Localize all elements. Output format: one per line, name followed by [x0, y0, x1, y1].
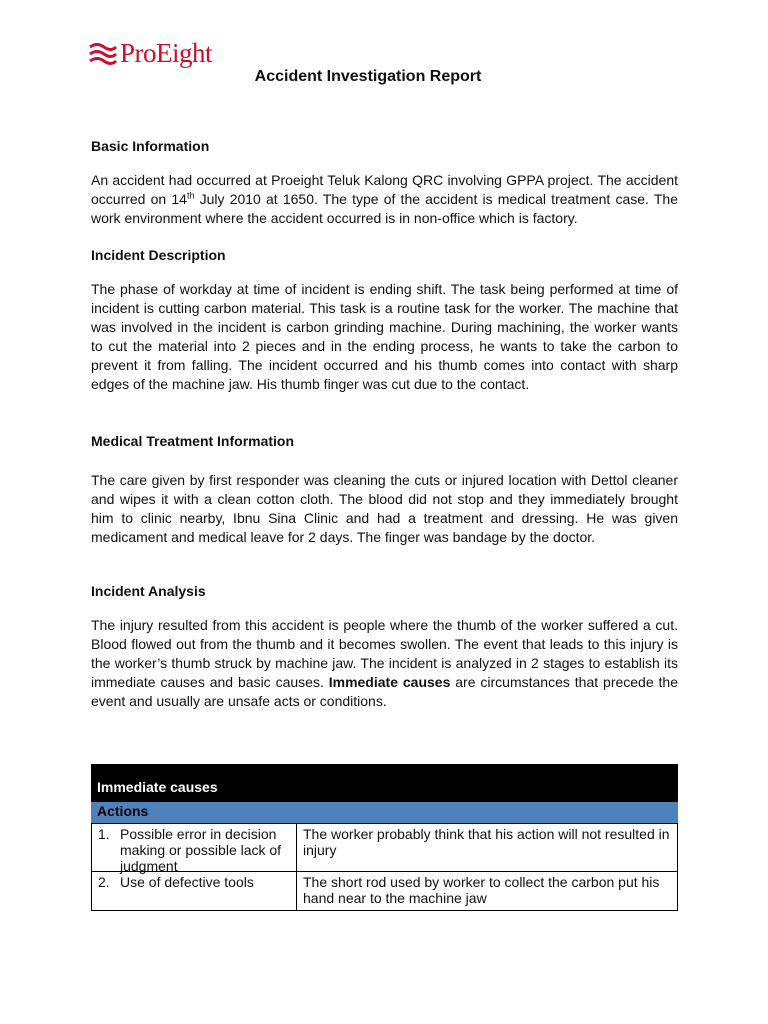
paragraph-incident-analysis — [91, 616, 678, 711]
detail-cell: The short rod used by worker to collect the carbon put his hand near to the machine jaw — [303, 874, 660, 906]
paragraph-basic-information — [91, 171, 678, 228]
analysis-bold-term: Immediate causes — [328, 674, 451, 690]
basic-text-part2: July 2010 at 1650. The type of the accident is medical treatment case. The work environment where the accident occurred is in non-office which is factory. — [91, 191, 678, 226]
table-header: Immediate causes — [91, 764, 678, 802]
heading-medical-treatment: Medical Treatment Information — [91, 433, 295, 449]
analysis-text-part1: The injury resulted from this accident is people where the thumb of the worker suffered a cut. Blood flowed out from the thumb and it becomes swollen. The event that leads to this injury is the worker’s thumb struck by machine jaw. The incident is analyzed in 2 stages to establish its immediate causes and basic causes. — [91, 617, 678, 690]
cause-cell — [92, 872, 297, 910]
table-row — [91, 824, 678, 872]
heading-incident-description: Incident Description — [91, 247, 226, 263]
detail-cell: The worker probably think that his action will not resulted in injury — [303, 826, 670, 858]
basic-text-part1: An accident had occurred at Proeight Teluk Kalong QRC involving GPPA project. The accident occurred on 14 — [91, 172, 678, 207]
cause-cell — [92, 824, 297, 874]
report-title: Accident Investigation Report — [254, 68, 482, 85]
heading-incident-analysis: Incident Analysis — [91, 583, 206, 599]
table-row — [91, 872, 678, 911]
analysis-text-part2: are circumstances that precede the event and usually are unsafe acts or conditions. — [91, 674, 678, 709]
logo-waves-icon — [88, 39, 118, 69]
paragraph-incident-description: The phase of workday at time of incident is ending shift. The task being performed at time of incident is cutting carbon material. This task is a routine task for the worker. The machine that was involved in the incident is carbon grinding machine. During machining, the worker wants to cut the material into 2 pieces and in the ending process, he wants to take the carbon to prevent it from falling. The incident occurred and his thumb comes into contact with sharp edges of the machine jaw. His thumb finger was cut due to the contact. — [91, 281, 678, 392]
logo-text: ProEight — [120, 38, 213, 68]
immediate-causes-table — [91, 764, 678, 911]
cause-text: Use of defective tools — [120, 874, 254, 890]
date-suffix: th — [186, 190, 195, 201]
row-number: 2. — [98, 874, 110, 890]
paragraph-medical-treatment: The care given by first responder was cleaning the cuts or injured location with Dettol cleaner and wipes it with a clean cotton cloth. The blood did not stop and they immediately brought him to clinic nearby, Ibnu Sina Clinic and had a treatment and dressing. He was given medicament and medical leave for 2 days. The finger was bandage by the doctor. — [91, 472, 678, 545]
company-logo — [88, 38, 212, 69]
row-number: 1. — [98, 826, 110, 842]
table-subheader: Actions — [91, 802, 678, 824]
cause-text: Possible error in decision making or possible lack of judgment — [120, 826, 282, 874]
heading-basic-information: Basic Information — [91, 138, 210, 154]
